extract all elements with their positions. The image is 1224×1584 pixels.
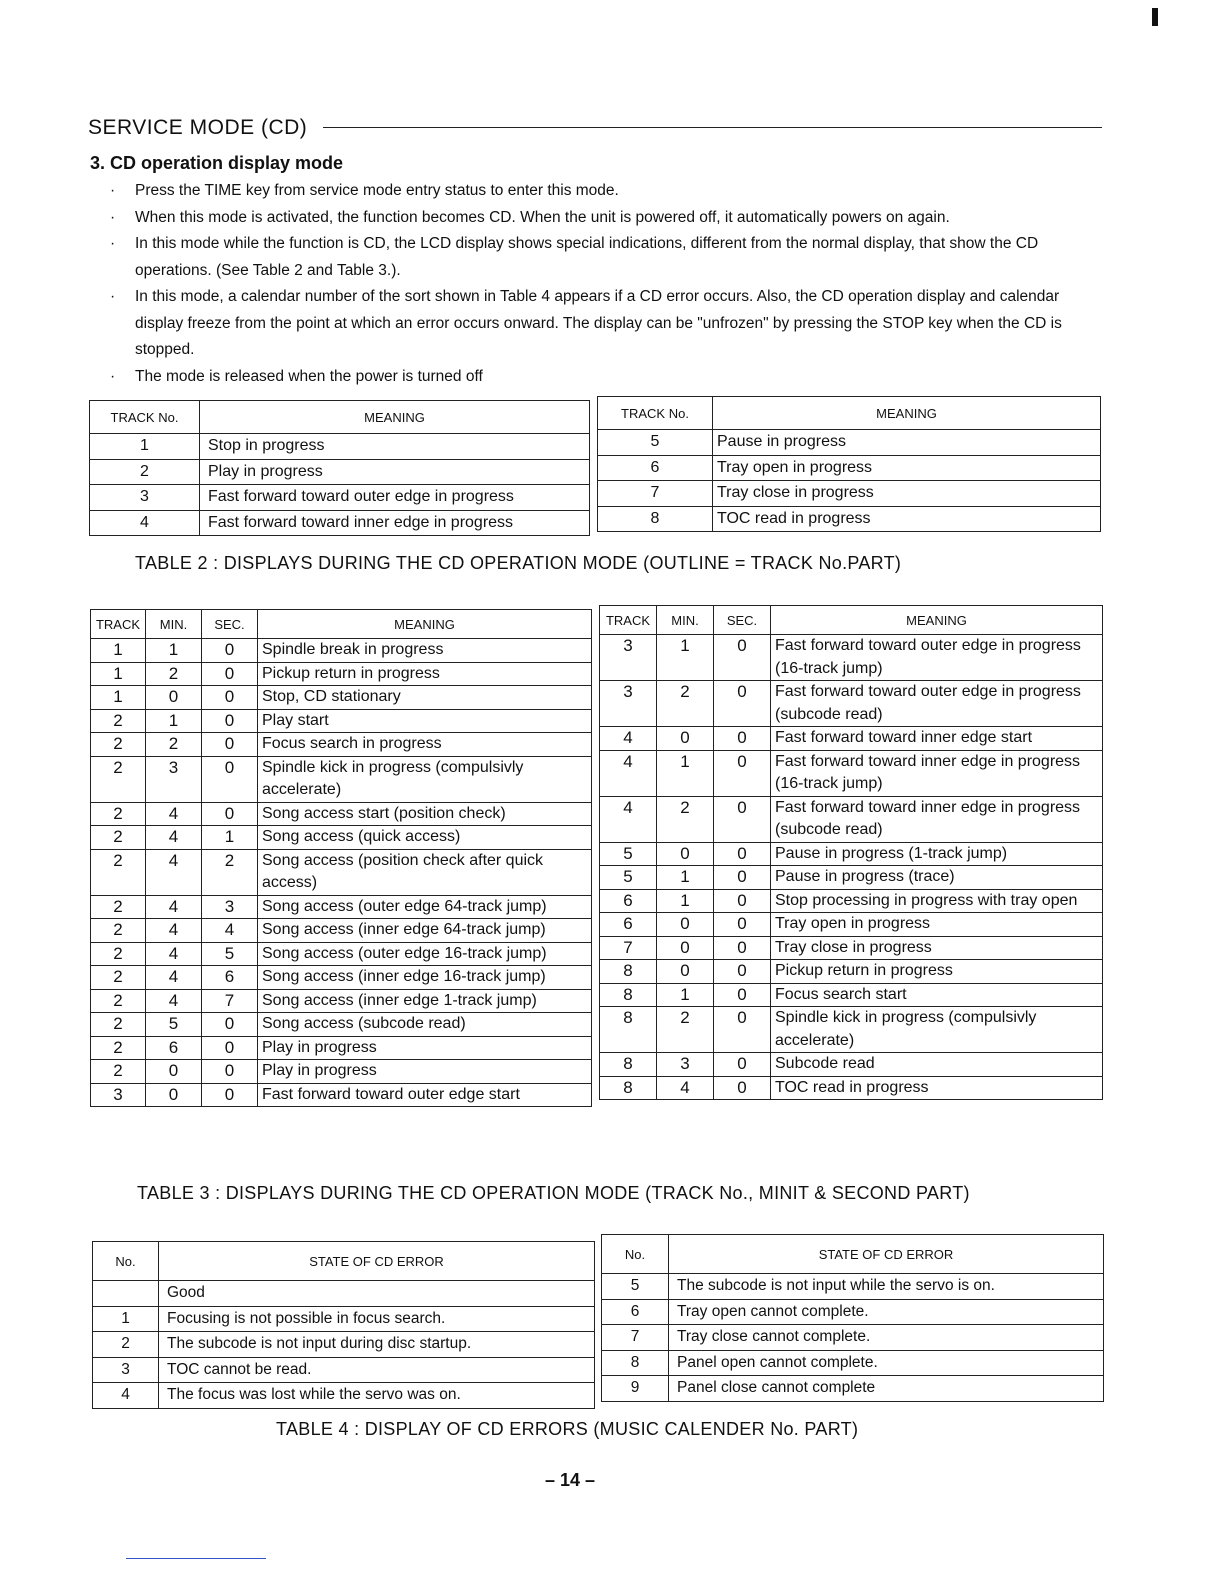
table3-sec: 0	[714, 1053, 771, 1077]
table3-sec: 0	[202, 686, 258, 710]
table4-left	[92, 1241, 595, 1409]
table4-no: 3	[93, 1357, 159, 1383]
table4-no: 9	[602, 1376, 669, 1402]
table3-track: 1	[91, 686, 146, 710]
table2-track: 6	[598, 455, 713, 481]
table-row	[598, 481, 1101, 507]
table3-meaning: Subcode read	[771, 1053, 1103, 1077]
table4-state: Panel open cannot complete.	[669, 1350, 1104, 1376]
table3-meaning: Song access (inner edge 16-track jump)	[258, 966, 592, 990]
table3-min: 0	[146, 1083, 202, 1107]
table-row	[598, 455, 1101, 481]
table2-track: 3	[90, 485, 200, 511]
table3-track: 2	[91, 849, 146, 895]
title-rule	[323, 127, 1102, 128]
table4-state: The subcode is not input while the servo is on.	[669, 1274, 1104, 1300]
table3-meaning: Song access (outer edge 16-track jump)	[258, 942, 592, 966]
table3-min: 0	[657, 842, 714, 866]
table3-right	[599, 605, 1103, 1100]
table-row	[91, 686, 592, 710]
table3-min: 2	[657, 681, 714, 727]
table2-right	[597, 396, 1101, 532]
table-row	[91, 639, 592, 663]
table-row	[602, 1274, 1104, 1300]
table3-track: 5	[600, 866, 657, 890]
table3-sec: 0	[714, 635, 771, 681]
table3-min: 1	[657, 983, 714, 1007]
instruction-list	[110, 178, 1095, 390]
table3-min: 6	[146, 1036, 202, 1060]
table3-left	[90, 609, 592, 1107]
table-row	[600, 1076, 1103, 1100]
table3-meaning: Pause in progress (trace)	[771, 866, 1103, 890]
table3-min: 1	[146, 639, 202, 663]
table-row	[91, 826, 592, 850]
table4-no: 1	[93, 1306, 159, 1332]
table4-no	[93, 1281, 159, 1307]
table4-state: TOC cannot be read.	[159, 1357, 595, 1383]
table-row	[91, 1083, 592, 1107]
table3-meaning: Pickup return in progress	[771, 960, 1103, 984]
table3-track: 2	[91, 733, 146, 757]
table3-meaning: Song access start (position check)	[258, 802, 592, 826]
table3-track: 6	[600, 913, 657, 937]
table2-track: 7	[598, 481, 713, 507]
table3-sec: 0	[202, 733, 258, 757]
table3-min: 1	[657, 635, 714, 681]
table3-track: 2	[91, 1036, 146, 1060]
table-row	[600, 681, 1103, 727]
table3-meaning: TOC read in progress	[771, 1076, 1103, 1100]
table-row	[600, 936, 1103, 960]
table3-sec: 0	[202, 1060, 258, 1084]
table2-meaning: Tray close in progress	[713, 481, 1101, 507]
table2-meaning: Stop in progress	[200, 434, 590, 460]
table-row	[600, 1007, 1103, 1053]
table4-state: Good	[159, 1281, 595, 1307]
table3-min: 0	[657, 913, 714, 937]
table3-min: 4	[146, 966, 202, 990]
table-row	[91, 756, 592, 802]
table4-caption: TABLE 4 : DISPLAY OF CD ERRORS (MUSIC CALENDER No. PART)	[276, 1419, 859, 1439]
table-row	[600, 983, 1103, 1007]
table4-state: Focusing is not possible in focus search.	[159, 1306, 595, 1332]
table3-sec: 0	[714, 960, 771, 984]
table3-track: 2	[91, 919, 146, 943]
page-number: – 14 –	[544, 1470, 596, 1490]
table3-header-min: MIN.	[657, 606, 714, 635]
instruction-item: · The mode is released when the power is turned off	[110, 364, 1095, 391]
table3-meaning: Song access (inner edge 1-track jump)	[258, 989, 592, 1013]
table3-track: 4	[600, 796, 657, 842]
table3-min: 1	[657, 889, 714, 913]
table3-sec: 0	[202, 639, 258, 663]
bottom-link-line	[126, 1558, 266, 1559]
table3-sec: 0	[714, 1076, 771, 1100]
table-row	[91, 733, 592, 757]
table-row	[90, 485, 590, 511]
table-row	[598, 506, 1101, 532]
table-row	[600, 635, 1103, 681]
table-row	[90, 459, 590, 485]
table-row	[600, 796, 1103, 842]
table3-meaning: Tray close in progress	[771, 936, 1103, 960]
table2-meaning: Tray open in progress	[713, 455, 1101, 481]
table3-track: 2	[91, 1060, 146, 1084]
table3-min: 3	[657, 1053, 714, 1077]
table3-meaning: Fast forward toward outer edge in progress (16-track jump)	[771, 635, 1103, 681]
table-row	[600, 750, 1103, 796]
table4-state: The subcode is not input during disc startup.	[159, 1332, 595, 1358]
table3-meaning: Song access (position check after quick access)	[258, 849, 592, 895]
table3-min: 4	[146, 802, 202, 826]
table-row	[91, 919, 592, 943]
table4-state: Tray close cannot complete.	[669, 1325, 1104, 1351]
table3-track: 8	[600, 983, 657, 1007]
table3-track: 8	[600, 1007, 657, 1053]
table3-sec: 0	[202, 1036, 258, 1060]
table3-meaning: Pause in progress (1-track jump)	[771, 842, 1103, 866]
table4-header-no: No.	[93, 1242, 159, 1281]
table3-sec: 0	[714, 983, 771, 1007]
table3-meaning: Tray open in progress	[771, 913, 1103, 937]
table3-sec: 0	[714, 936, 771, 960]
table-row	[600, 1053, 1103, 1077]
table3-track: 1	[91, 662, 146, 686]
table-row	[91, 709, 592, 733]
table3-meaning: Fast forward toward inner edge start	[771, 727, 1103, 751]
table3-sec: 0	[714, 842, 771, 866]
table3-track: 2	[91, 1013, 146, 1037]
table3-sec: 4	[202, 919, 258, 943]
table3-track: 3	[600, 635, 657, 681]
table2-header-track: TRACK No.	[90, 401, 200, 434]
table-row	[90, 510, 590, 536]
table-row	[602, 1299, 1104, 1325]
table3-min: 4	[146, 919, 202, 943]
table-row	[91, 966, 592, 990]
table3-min: 5	[146, 1013, 202, 1037]
instruction-item: · When this mode is activated, the function becomes CD. When the unit is powered off, it automatically powers on again.	[110, 205, 1095, 232]
table-row	[602, 1376, 1104, 1402]
table-row	[91, 1013, 592, 1037]
table3-sec: 0	[202, 709, 258, 733]
table3-sec: 0	[202, 1083, 258, 1107]
table-row	[93, 1306, 595, 1332]
table3-header-meaning: MEANING	[771, 606, 1103, 635]
table3-min: 4	[146, 849, 202, 895]
table3-track: 6	[600, 889, 657, 913]
table3-meaning: Fast forward toward outer edge in progress (subcode read)	[771, 681, 1103, 727]
table3-min: 2	[146, 662, 202, 686]
table3-min: 1	[146, 709, 202, 733]
table3-sec: 5	[202, 942, 258, 966]
table3-header-track: TRACK	[91, 610, 146, 639]
table3-meaning: Song access (outer edge 64-track jump)	[258, 895, 592, 919]
table3-meaning: Fast forward toward inner edge in progress (16-track jump)	[771, 750, 1103, 796]
table3-sec: 1	[202, 826, 258, 850]
table3-meaning: Pickup return in progress	[258, 662, 592, 686]
table3-meaning: Song access (inner edge 64-track jump)	[258, 919, 592, 943]
table4-no: 7	[602, 1325, 669, 1351]
table3-min: 0	[657, 936, 714, 960]
table3-min: 2	[146, 733, 202, 757]
table-row	[93, 1281, 595, 1307]
table3-track: 2	[91, 942, 146, 966]
table3-meaning: Spindle break in progress	[258, 639, 592, 663]
table2-header-meaning: MEANING	[200, 401, 590, 434]
table3-track: 2	[91, 756, 146, 802]
table3-track: 2	[91, 895, 146, 919]
table3-meaning: Song access (quick access)	[258, 826, 592, 850]
corner-mark	[1152, 8, 1158, 26]
table3-header-track: TRACK	[600, 606, 657, 635]
instruction-item: · In this mode while the function is CD, the LCD display shows special indications, different from the normal display, that show the CD operations. (See Table 2 and Table 3.).	[110, 231, 1095, 284]
table3-sec: 2	[202, 849, 258, 895]
instruction-item: · In this mode, a calendar number of the sort shown in Table 4 appears if a CD error occurs. Also, the CD operation display and calendar display freeze from the point at which an error occurs onward. The display can be "unfrozen" by pressing the STOP key when the CD is stopped.	[110, 284, 1095, 364]
table2-meaning: Fast forward toward outer edge in progress	[200, 485, 590, 511]
table3-sec: 0	[202, 756, 258, 802]
table-row	[91, 1036, 592, 1060]
table3-track: 4	[600, 727, 657, 751]
table2-track: 2	[90, 459, 200, 485]
table2-track: 1	[90, 434, 200, 460]
table3-sec: 0	[202, 662, 258, 686]
table4-header-state: STATE OF CD ERROR	[669, 1235, 1104, 1274]
instruction-item: · Press the TIME key from service mode entry status to enter this mode.	[110, 178, 1095, 205]
table2-track: 5	[598, 430, 713, 456]
table3-sec: 0	[714, 889, 771, 913]
table4-header-state: STATE OF CD ERROR	[159, 1242, 595, 1281]
table3-min: 4	[146, 895, 202, 919]
table4-no: 4	[93, 1383, 159, 1409]
table3-meaning: Stop processing in progress with tray open	[771, 889, 1103, 913]
table3-meaning: Spindle kick in progress (compulsivly accelerate)	[258, 756, 592, 802]
table3-sec: 0	[202, 802, 258, 826]
table3-meaning: Fast forward toward outer edge start	[258, 1083, 592, 1107]
table2-track: 8	[598, 506, 713, 532]
table-row	[598, 430, 1101, 456]
table3-sec: 3	[202, 895, 258, 919]
table3-sec: 6	[202, 966, 258, 990]
table3-track: 8	[600, 1053, 657, 1077]
table3-track: 4	[600, 750, 657, 796]
table3-sec: 0	[714, 1007, 771, 1053]
table2-caption: TABLE 2 : DISPLAYS DURING THE CD OPERATION MODE (OUTLINE = TRACK No.PART)	[135, 553, 902, 573]
table4-no: 8	[602, 1350, 669, 1376]
table3-min: 4	[146, 942, 202, 966]
table4-state: Tray open cannot complete.	[669, 1299, 1104, 1325]
table3-meaning: Stop, CD stationary	[258, 686, 592, 710]
table3-track: 2	[91, 826, 146, 850]
table-row	[91, 662, 592, 686]
table3-sec: 0	[202, 1013, 258, 1037]
table-row	[600, 889, 1103, 913]
table3-min: 4	[146, 989, 202, 1013]
table3-meaning: Fast forward toward inner edge in progress (subcode read)	[771, 796, 1103, 842]
table3-header-meaning: MEANING	[258, 610, 592, 639]
table3-meaning: Focus search start	[771, 983, 1103, 1007]
table4-no: 6	[602, 1299, 669, 1325]
table3-track: 2	[91, 989, 146, 1013]
table2-meaning: Play in progress	[200, 459, 590, 485]
table-row	[602, 1325, 1104, 1351]
table3-meaning: Play in progress	[258, 1060, 592, 1084]
table3-track: 2	[91, 966, 146, 990]
table3-min: 0	[657, 727, 714, 751]
table3-sec: 0	[714, 727, 771, 751]
table3-min: 1	[657, 866, 714, 890]
table3-sec: 0	[714, 796, 771, 842]
table3-track: 2	[91, 709, 146, 733]
table3-sec: 0	[714, 866, 771, 890]
table2-header-track: TRACK No.	[598, 397, 713, 430]
table3-meaning: Spindle kick in progress (compulsivly accelerate)	[771, 1007, 1103, 1053]
table3-track: 8	[600, 960, 657, 984]
table2-header-meaning: MEANING	[713, 397, 1101, 430]
table-row	[90, 434, 590, 460]
table3-track: 3	[600, 681, 657, 727]
table-row	[600, 960, 1103, 984]
table3-track: 2	[91, 802, 146, 826]
table4-header-no: No.	[602, 1235, 669, 1274]
table3-meaning: Play in progress	[258, 1036, 592, 1060]
table2-left	[89, 400, 590, 536]
table3-header-min: MIN.	[146, 610, 202, 639]
table3-meaning: Play start	[258, 709, 592, 733]
table3-min: 2	[657, 1007, 714, 1053]
table2-meaning: Pause in progress	[713, 430, 1101, 456]
table-row	[91, 802, 592, 826]
table4-state: The focus was lost while the servo was on.	[159, 1383, 595, 1409]
table3-sec: 0	[714, 750, 771, 796]
table3-track: 5	[600, 842, 657, 866]
table2-track: 4	[90, 510, 200, 536]
table3-sec: 7	[202, 989, 258, 1013]
table3-caption: TABLE 3 : DISPLAYS DURING THE CD OPERATION MODE (TRACK No., MINIT & SECOND PART)	[137, 1183, 970, 1203]
table3-sec: 0	[714, 913, 771, 937]
table-row	[600, 866, 1103, 890]
table3-track: 1	[91, 639, 146, 663]
table3-track: 7	[600, 936, 657, 960]
table-row	[600, 842, 1103, 866]
table3-min: 1	[657, 750, 714, 796]
table-row	[600, 727, 1103, 751]
table-row	[91, 1060, 592, 1084]
table3-min: 0	[146, 686, 202, 710]
table2-meaning: Fast forward toward inner edge in progress	[200, 510, 590, 536]
table-row	[91, 895, 592, 919]
table3-header-sec: SEC.	[714, 606, 771, 635]
table3-header-sec: SEC.	[202, 610, 258, 639]
table3-min: 3	[146, 756, 202, 802]
table4-state: Panel close cannot complete	[669, 1376, 1104, 1402]
table3-min: 0	[146, 1060, 202, 1084]
table4-no: 5	[602, 1274, 669, 1300]
section-title: SERVICE MODE (CD)	[88, 116, 308, 139]
subsection-title: 3. CD operation display mode	[90, 153, 344, 173]
table3-meaning: Focus search in progress	[258, 733, 592, 757]
table3-min: 2	[657, 796, 714, 842]
table4-no: 2	[93, 1332, 159, 1358]
table3-min: 4	[657, 1076, 714, 1100]
table3-sec: 0	[714, 681, 771, 727]
table-row	[600, 913, 1103, 937]
table-row	[91, 849, 592, 895]
table-row	[91, 989, 592, 1013]
table-row	[93, 1332, 595, 1358]
table3-track: 3	[91, 1083, 146, 1107]
table-row	[93, 1357, 595, 1383]
table3-min: 0	[657, 960, 714, 984]
table2-meaning: TOC read in progress	[713, 506, 1101, 532]
table-row	[93, 1383, 595, 1409]
table-row	[91, 942, 592, 966]
table4-right	[601, 1234, 1104, 1402]
table-row	[602, 1350, 1104, 1376]
table3-track: 8	[600, 1076, 657, 1100]
table3-min: 4	[146, 826, 202, 850]
table3-meaning: Song access (subcode read)	[258, 1013, 592, 1037]
